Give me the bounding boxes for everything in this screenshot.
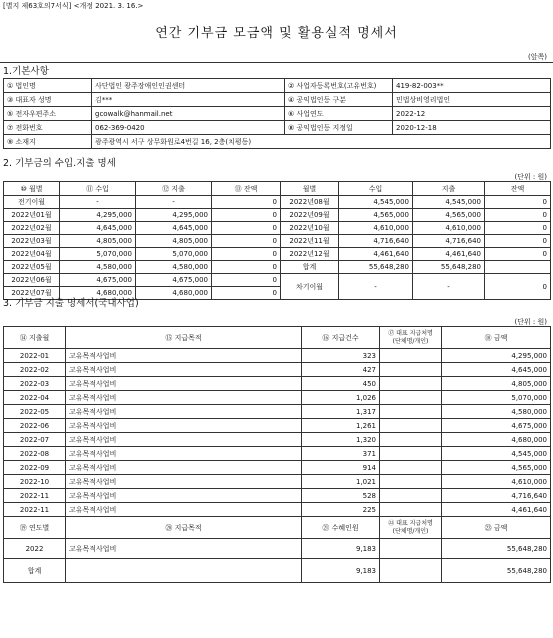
column-header <box>380 327 442 349</box>
count-cell: 225 <box>302 503 380 517</box>
column-header: ⑬ 잔액 <box>212 182 281 196</box>
info-row <box>4 107 551 121</box>
column-header: ⑩ 월별 <box>4 182 60 196</box>
header-line: (단체명/개인) <box>392 527 429 535</box>
info-label: ⑤ 전자우편주소 <box>4 107 92 121</box>
total-label: 합계 <box>4 559 66 583</box>
expense-cell: - <box>136 196 212 209</box>
income-cell: - <box>339 274 413 300</box>
count-cell: 1,320 <box>302 433 380 447</box>
expense-row <box>4 447 551 461</box>
column-header: ⑪ 수입 <box>60 182 136 196</box>
expense-cell: 4,461,640 <box>413 248 485 261</box>
total-row <box>4 559 551 583</box>
info-label: ④ 공익법인등 구분 <box>285 93 393 107</box>
recipient-cell <box>380 419 442 433</box>
expense-cell: 4,565,000 <box>413 209 485 222</box>
month-cell: 2022-03 <box>4 377 66 391</box>
balance-cell: 0 <box>212 222 281 235</box>
balance-cell: 0 <box>212 274 281 287</box>
amount-cell: 4,645,000 <box>442 363 551 377</box>
expense-cell: - <box>413 274 485 300</box>
expenditure-table <box>3 326 551 583</box>
month-cell: 2022년03월 <box>4 235 60 248</box>
balance-cell: 0 <box>212 196 281 209</box>
expense-cell: 55,648,280 <box>413 261 485 274</box>
column-header: ㉓ 금액 <box>442 517 551 539</box>
month-cell: 2022-06 <box>4 419 66 433</box>
purpose-cell: 고유목적사업비 <box>66 433 302 447</box>
section-2-unit: (단위 : 원) <box>514 173 547 181</box>
total-count: 9,183 <box>302 559 380 583</box>
purpose-cell: 고유목적사업비 <box>66 419 302 433</box>
section-divider <box>0 62 553 63</box>
column-header: ⑱ 금액 <box>442 327 551 349</box>
income-cell: - <box>60 196 136 209</box>
month-cell: 2022-07 <box>4 433 66 447</box>
recipient-cell <box>380 475 442 489</box>
info-value: 062-369-0420 <box>92 121 285 135</box>
header-row <box>4 182 551 196</box>
income-cell: 4,680,000 <box>60 287 136 300</box>
info-label: ⑦ 전화번호 <box>4 121 92 135</box>
balance-cell <box>485 261 551 274</box>
count-cell: 1,021 <box>302 475 380 489</box>
amount-cell: 4,295,000 <box>442 349 551 363</box>
amount-cell: 4,610,000 <box>442 475 551 489</box>
recipient-cell <box>380 489 442 503</box>
expense-row <box>4 433 551 447</box>
month-cell: 2022-09 <box>4 461 66 475</box>
month-row <box>4 196 551 209</box>
balance-cell: 0 <box>212 261 281 274</box>
section-2-heading: 2. 기부금의 수입.지출 명세 <box>3 158 116 169</box>
income-cell: 4,580,000 <box>60 261 136 274</box>
side-note: (앞쪽) <box>528 53 547 61</box>
column-header: 월별 <box>281 182 339 196</box>
count-cell: 371 <box>302 447 380 461</box>
column-header: ⑫ 지출 <box>136 182 212 196</box>
count-cell: 427 <box>302 363 380 377</box>
expense-cell: 4,675,000 <box>136 274 212 287</box>
month-row <box>4 248 551 261</box>
info-value: 419-82-003** <box>393 79 551 93</box>
info-label: ⑨ 소재지 <box>4 135 92 149</box>
basic-info-table <box>3 78 551 149</box>
expense-row <box>4 461 551 475</box>
month-cell: 2022년07월 <box>4 287 60 300</box>
info-label: ③ 대표자 성명 <box>4 93 92 107</box>
column-header: ⑭ 지출월 <box>4 327 66 349</box>
income-cell: 4,295,000 <box>60 209 136 222</box>
header-row <box>4 517 551 539</box>
expense-row <box>4 503 551 517</box>
amount-cell: 5,070,000 <box>442 391 551 405</box>
column-header: ㉑ 수혜인원 <box>302 517 380 539</box>
month-cell: 2022년10월 <box>281 222 339 235</box>
amount-cell: 4,545,000 <box>442 447 551 461</box>
expense-row <box>4 489 551 503</box>
header-line: ⑰ 대표 지급처명 <box>388 329 433 337</box>
month-cell: 2022년06월 <box>4 274 60 287</box>
column-header: ⑯ 지급건수 <box>302 327 380 349</box>
info-row <box>4 135 551 149</box>
month-row <box>4 209 551 222</box>
count-cell: 1,317 <box>302 405 380 419</box>
address-value: 광주광역시 서구 상무화원로4번길 16, 2층(치평동) <box>92 135 551 149</box>
balance-cell: 0 <box>485 248 551 261</box>
income-cell: 5,070,000 <box>60 248 136 261</box>
info-value: 2022-12 <box>393 107 551 121</box>
recipient-cell <box>380 433 442 447</box>
recipient-cell <box>380 349 442 363</box>
recipient-cell <box>380 391 442 405</box>
income-cell: 4,545,000 <box>339 196 413 209</box>
expense-cell: 4,610,000 <box>413 222 485 235</box>
month-cell: 2022-10 <box>4 475 66 489</box>
total-amount: 55,648,280 <box>442 559 551 583</box>
income-cell: 4,565,000 <box>339 209 413 222</box>
month-cell: 전기이월 <box>4 196 60 209</box>
balance-cell: 0 <box>485 235 551 248</box>
header-row <box>4 327 551 349</box>
expense-cell: 4,645,000 <box>136 222 212 235</box>
month-cell: 2022-01 <box>4 349 66 363</box>
balance-cell: 0 <box>212 209 281 222</box>
year-cell: 2022 <box>4 539 66 559</box>
amount-cell: 55,648,280 <box>442 539 551 559</box>
expense-cell: 4,295,000 <box>136 209 212 222</box>
recipient-cell <box>380 539 442 559</box>
month-cell: 2022-04 <box>4 391 66 405</box>
count-cell: 9,183 <box>302 539 380 559</box>
amount-cell: 4,580,000 <box>442 405 551 419</box>
recipient-cell <box>380 405 442 419</box>
purpose-cell: 고유목적사업비 <box>66 391 302 405</box>
income-cell: 4,716,640 <box>339 235 413 248</box>
month-cell: 합계 <box>281 261 339 274</box>
recipient-cell <box>380 503 442 517</box>
purpose-cell: 고유목적사업비 <box>66 503 302 517</box>
expense-cell: 4,805,000 <box>136 235 212 248</box>
info-value: 민법상비영리법인 <box>393 93 551 107</box>
amount-cell: 4,461,640 <box>442 503 551 517</box>
balance-cell: 0 <box>212 235 281 248</box>
amount-cell: 4,565,000 <box>442 461 551 475</box>
purpose-cell: 고유목적사업비 <box>66 349 302 363</box>
month-cell: 2022년08월 <box>281 196 339 209</box>
count-cell: 914 <box>302 461 380 475</box>
info-row <box>4 79 551 93</box>
balance-cell: 0 <box>212 248 281 261</box>
month-cell: 차기이월 <box>281 274 339 300</box>
month-cell: 2022년05월 <box>4 261 60 274</box>
column-header: 지출 <box>413 182 485 196</box>
month-cell: 2022-11 <box>4 503 66 517</box>
form-reference: [별지 제63호의7서식] <개정 2021. 3. 16.> <box>3 2 144 10</box>
amount-cell: 4,716,640 <box>442 489 551 503</box>
expense-cell: 4,680,000 <box>136 287 212 300</box>
count-cell: 323 <box>302 349 380 363</box>
info-row <box>4 93 551 107</box>
income-expense-table <box>3 181 551 300</box>
info-label: ① 법인명 <box>4 79 92 93</box>
purpose-cell <box>66 559 302 583</box>
recipient-cell <box>380 461 442 475</box>
column-header: ⑲ 연도별 <box>4 517 66 539</box>
section-3-heading: 3. 기부금 지출 명세서(국내사업) <box>3 298 139 309</box>
expense-cell: 4,580,000 <box>136 261 212 274</box>
info-value: gcowalk@hanmail.net <box>92 107 285 121</box>
amount-cell: 4,805,000 <box>442 377 551 391</box>
column-header: 수입 <box>339 182 413 196</box>
income-cell: 4,805,000 <box>60 235 136 248</box>
count-cell: 1,026 <box>302 391 380 405</box>
balance-cell: 0 <box>485 274 551 300</box>
column-header <box>380 517 442 539</box>
info-label: ⑧ 공익법인등 지정일 <box>285 121 393 135</box>
purpose-cell: 고유목적사업비 <box>66 475 302 489</box>
month-cell: 2022년02월 <box>4 222 60 235</box>
expense-cell: 5,070,000 <box>136 248 212 261</box>
purpose-cell: 고유목적사업비 <box>66 489 302 503</box>
expense-row <box>4 391 551 405</box>
purpose-cell: 고유목적사업비 <box>66 363 302 377</box>
recipient-cell <box>380 447 442 461</box>
month-cell: 2022년12월 <box>281 248 339 261</box>
recipient-cell <box>380 377 442 391</box>
purpose-cell: 고유목적사업비 <box>66 447 302 461</box>
recipient-cell <box>380 559 442 583</box>
expense-row <box>4 349 551 363</box>
expense-row <box>4 377 551 391</box>
amount-cell: 4,675,000 <box>442 419 551 433</box>
balance-cell: 0 <box>485 209 551 222</box>
month-row <box>4 261 551 274</box>
info-label: ⑥ 사업연도 <box>285 107 393 121</box>
income-cell: 55,648,280 <box>339 261 413 274</box>
count-cell: 1,261 <box>302 419 380 433</box>
month-cell: 2022년11월 <box>281 235 339 248</box>
expense-cell: 4,545,000 <box>413 196 485 209</box>
section-3-unit: (단위 : 원) <box>514 318 547 326</box>
balance-cell: 0 <box>212 287 281 300</box>
purpose-cell: 고유목적사업비 <box>66 405 302 419</box>
month-cell: 2022년04월 <box>4 248 60 261</box>
income-cell: 4,461,640 <box>339 248 413 261</box>
month-cell: 2022년01월 <box>4 209 60 222</box>
info-row <box>4 121 551 135</box>
column-header: ⑳ 지급목적 <box>66 517 302 539</box>
info-value: 사단법인 광주장애인인권센터 <box>92 79 285 93</box>
income-cell: 4,610,000 <box>339 222 413 235</box>
header-line: ㉒ 대표 지급처명 <box>388 519 433 527</box>
month-cell: 2022-05 <box>4 405 66 419</box>
info-value: 김*** <box>92 93 285 107</box>
info-value: 2020-12-18 <box>393 121 551 135</box>
expense-cell: 4,716,640 <box>413 235 485 248</box>
purpose-cell: 고유목적사업비 <box>66 377 302 391</box>
balance-cell: 0 <box>485 196 551 209</box>
income-cell: 4,645,000 <box>60 222 136 235</box>
month-cell: 2022-08 <box>4 447 66 461</box>
purpose-cell: 고유목적사업비 <box>66 539 302 559</box>
amount-cell: 4,680,000 <box>442 433 551 447</box>
expense-row <box>4 419 551 433</box>
header-line: (단체명/개인) <box>392 337 429 345</box>
column-header: 잔액 <box>485 182 551 196</box>
month-cell: 2022-02 <box>4 363 66 377</box>
page-title: 연간 기부금 모금액 및 활용실적 명세서 <box>155 26 398 41</box>
count-cell: 450 <box>302 377 380 391</box>
month-row <box>4 274 551 287</box>
expense-row <box>4 475 551 489</box>
purpose-cell: 고유목적사업비 <box>66 461 302 475</box>
column-header: ⑮ 지급목적 <box>66 327 302 349</box>
section-1-heading: 1.기본사항 <box>3 66 49 77</box>
annual-row <box>4 539 551 559</box>
balance-cell: 0 <box>485 222 551 235</box>
month-row <box>4 235 551 248</box>
recipient-cell <box>380 363 442 377</box>
count-cell: 528 <box>302 489 380 503</box>
month-cell: 2022-11 <box>4 489 66 503</box>
expense-row <box>4 363 551 377</box>
expense-row <box>4 405 551 419</box>
income-cell: 4,675,000 <box>60 274 136 287</box>
info-label: ② 사업자등록번호(고유번호) <box>285 79 393 93</box>
month-cell: 2022년09월 <box>281 209 339 222</box>
month-row <box>4 222 551 235</box>
